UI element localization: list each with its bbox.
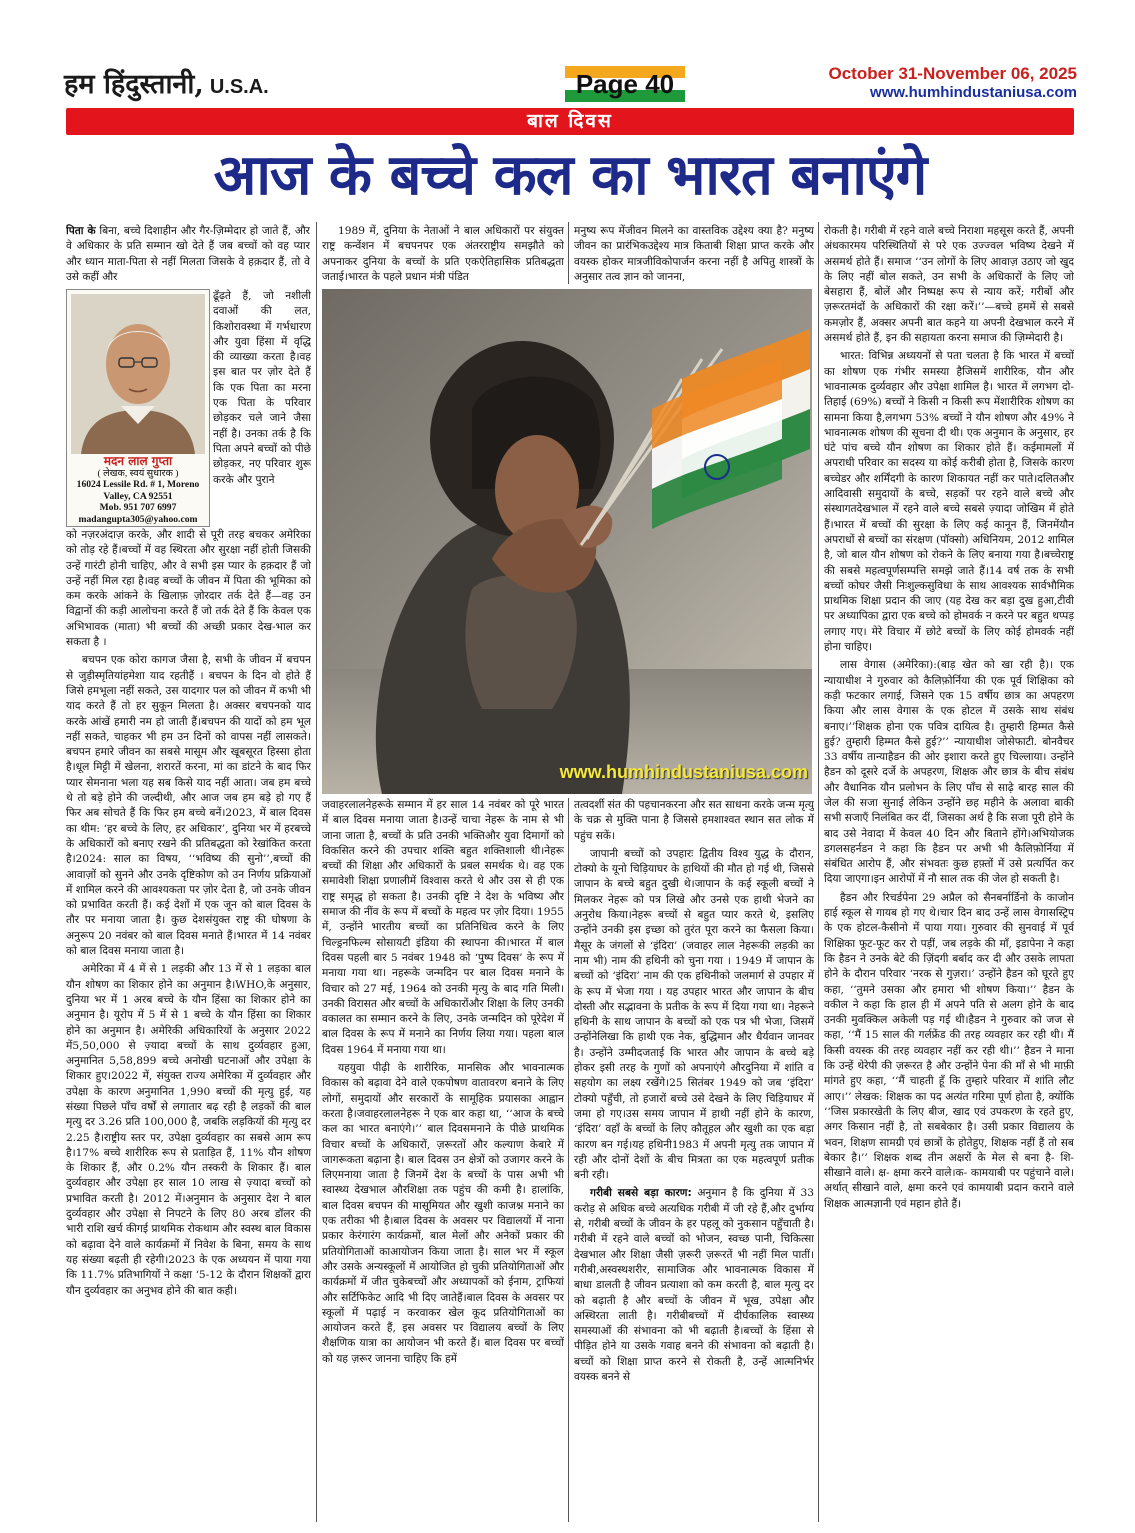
- paragraph-text: को नज़रअंदाज़ करके, और शादी से पूरी तरह बचकर अमेरिका को तोड़ रहे हैं।बच्चों में वह स्थिरता और सुरक्षा नहीं होती जिसकी उन्हें गारंटी होनी चाहिए, और वे सभी इस प्यार के हक़दार हैं जो उन्हें नहीं मिल रहा है।वह बच्चों के जीवन में पिता की भूमिका को कम करके आंकने के खिलाफ़ ज़ोरदार तर्क देते हैं—वह उन विद्वानों की कड़ी आलोचना करते हैं जो तर्क देते हैं कि केवल एक अभिभावक (माता) भी बच्चों की अच्छी प्रकार देख-भाल कर सकता है ।: [66, 529, 311, 649]
- article-col2: [322, 798, 564, 1524]
- photo-watermark: www.humhindustaniusa.com: [559, 762, 808, 782]
- article-col3: [574, 798, 814, 1524]
- paragraph-text: अमेरिका में 4 में से 1 लड़की और 13 में से 1 लड़का बाल यौन शोषण का शिकार होने का अनुमान है।WHO,के अनुसार, दुनिया भर में 1 अरब बच्चे के यौन हिंसा का शिकार होने का अनुमान है। यूरोप में 5 में से 1 बच्चे के यौन हिंसा का शिकार होने का अनुमान है। अमेरिकी अधिकारियों के अनुसार 2022 में5,50,000 से ज़्यादा बच्चों के साथ दुर्व्यवहार हुआ, अनुमानित 5,58,899 बच्चे अनोखी घटनाओं और उपेक्षा के शिकार हुए।2022 में, संयुक्त राज्य अमेरिका में दुर्व्यवहार और उपेक्षा के कारण अनुमानित 1,990 बच्चों की मृत्यु हुई, यह संख्या पिछले पाँच वर्षों से लगातार बढ़ रही है लड़कों की बाल मृत्यु दर 3.26 प्रति 100,000 है, जबकि लड़कियों की मृत्यु दर 2.25 है।राष्ट्रीय स्तर पर, उपेक्षा दुर्व्यवहार का सबसे आम रूप है।17% बच्चे शारीरिक रूप से प्रताड़ित हैं, 11% यौन शोषण के शिकार हैं, और 0.2% यौन तस्करी के शिकार हैं। बाल दुर्व्यवहार और उपेक्षा हर साल 10 लाख से ज़्यादा बच्चों को प्रभावित करती है। 2012 में।अनुमान के अनुसार देश ने बाल दुर्व्यवहार और उपेक्षा से निपटने के लिए 80 अरब डॉलर की भारी राशि खर्च कीगई प्राथमिक रोकथाम और स्वस्थ बाल विकास को बढ़ावा देने वाले कार्यक्रमों में निवेश के बिना, समय के साथ यह संख्या बढ़ती ही रहेगी।2023 के एक अध्ययन में पाया गया कि 11.7% प्रतिभागियों ने कक्षा ‘5-12 के दौरान शिक्षकों द्वारा यौन दुर्व्यवहार का अनुभव होने की बात कही।: [66, 963, 311, 1297]
- publication-logo: [64, 64, 269, 101]
- paragraph-text: बिना, बच्चे दिशाहीन और गैर-ज़िम्मेदार हो जाते हैं, और वे अधिकार के प्रति सम्मान खो देते हैं जब बच्चों को वह प्यार और ध्यान माता-पिता से नहीं मिलता जिसके वे हक़दार हैं, तो वे उसे कहीं और: [66, 225, 310, 283]
- paragraph-text: मनुष्य रूप मेंजीवन मिलने का वास्तविक उद्देश्य क्या है? मनुष्य जीवन का प्रारंभिकउद्देश्य मात्र किताबी शिक्षा प्राप्त करके और वयस्क होकर मात्रजीविकोपार्जन करना नहीं है अपितु शास्त्रों के अनुसार तत्व ज्ञान को जानना,: [574, 225, 814, 283]
- headline: आज के बच्चे कल का भारत बनाएंगे: [213, 143, 927, 208]
- paragraph-text: अनुमान है कि दुनिया में 33 करोड़ से अधिक बच्चे अत्यधिक गरीबी में जी रहे हैं,और दुर्भाग्य से, गरीबी बच्चों के जीवन के हर पहलू को नुकसान पहुँचाती है।गरीबी में रहने वाले बच्चों को भोजन, स्वच्छ पानी, चिकित्सा देखभाल और शिक्षा जैसी ज़रूरी ज़रूरतें भी नहीं मिल पातीं। गरीबी,अस्वस्थशरीर, सामाजिक और भावनात्मक विकास में बाधा डालती है जीवन प्रत्याशा को कम करती है, बाल मृत्यु दर को बढ़ाती है और बच्चों के जीवन में भूख, उपेक्षा और अस्थिरता लाती है। गरीबीबच्चों में दीर्घकालिक स्वास्थ्य समस्याओं की संभावना को भी बढ़ाती है।बच्चों के हिंसा से पीड़ित होने या उसके गवाह बनने की संभावना को बढ़ाती है।बच्चों को शिक्षा प्राप्त करने से रोकती है, उन्हें आत्मनिर्भर वयस्क बनने से: [574, 1187, 814, 1383]
- logo-usa: U.S.A.: [209, 76, 269, 98]
- paragraph-text: ढूँढ़ते हैं, जो नशीली दवाओं की लत, किशोरावस्था में गर्भधारण और युवा हिंसा में वृद्धि की व्याख्या करता है।वह इस बात पर ज़ोर देते हैं कि एक पिता का मरना एक पिता के परिवार छोड़कर चले जाने जैसा नहीं है। उनका तर्क है कि पिता अपने बच्चों को पीछे छोड़कर, नए परिवार शुरू करके और पुराने: [213, 290, 311, 486]
- author-phone: Mob. 951 707 6997: [99, 502, 177, 513]
- paragraph-text: जवाहरलालनेहरूके सम्मान में हर साल 14 नवंबर को पूरे भारत में बाल दिवस मनाया जाता है।उन्हें चाचा नेहरू के नाम से भी जाना जाता है, बच्चों के प्रति उनकी भक्तिऔर युवा दिमागों को विकसित करने की उपचार शक्ति बहुत शक्तिशाली थी।नेहरू बच्चों की शिक्षा और अधिकारों के प्रबल समर्थक थे। वह एक समावेशी शिक्षा प्रणालीमें विश्वास करते थे और उस से ही एक राष्ट्र समृद्ध हो सकता है। उनकी दृष्टि ने देश के भविष्य और समाज की नींव के रूप में बच्चों के महत्व पर ज़ोर दिया। 1955 में, उन्होंने भारतीय बच्चों का प्रतिनिधित्व करने के लिए चिल्ड्रनफिल्म सोसायटी इंडिया की स्थापना की।भारत में बाल दिवस पहली बार 5 नवंबर 1948 को ‘पुष्प दिवस’ के रूप में मनाया गया था। नहरूके जन्मदिन पर बाल दिवस मनाने के विचार को 27 मई, 1964 को उनकी मृत्यु के बाद गति मिली।उनकी विरासत और बच्चों के अधिकारोंऔर शिक्षा के लिए उनकी वकालत का सम्मान करने के लिए, उनके जन्मदिन को पूरेदेश में बाल दिवस के रूप में मनाने का निर्णय लिया गया। पहला बाल दिवस 1964 में मनाया गया था।: [322, 799, 564, 1056]
- column-divider: [818, 222, 819, 1522]
- issue-date: October 31-November 06, 2025: [828, 64, 1077, 83]
- website-link[interactable]: www.humhindustaniusa.com: [870, 84, 1077, 101]
- article-col1-top: [66, 224, 310, 288]
- child-with-flag-photo: [322, 289, 812, 794]
- author-portrait: [71, 294, 205, 454]
- paragraph-text: भारत: विभिन्न अध्ययनों से पता चलता है कि भारत में बच्चों का शोषण एक गंभीर समस्या हैजिसमें शारीरिक, यौन और भावनात्मक दुर्व्यवहार और उपेक्षा शामिल है। भारत में लगभग दो-तिहाई (69%) बच्चों ने किसी न किसी रूप मेंशारीरिक शोषण का सामना किया है,लगभग 53% बच्चों ने यौन शोषण और 49% ने भावनात्मक शोषण की सूचना दी थी। एक अनुमान के अनुसार, हर घंटे पांच बच्चे यौन शोषण का शिकार होते हैं। कईमामलों में अपराधी परिवार का सदस्य या कोई करीबी होता है, जिसके कारण बच्चेडर और शर्मिंदगी के कारण शिकायत नहीं कर पाते।दलितऔर आदिवासी समुदायों के बच्चे, सड़कों पर रहने वाले बच्चे और संस्थागतदेखभाल में रहने वाले बच्चे सबसे ज़्यादा जोखिम में होते हैं।भारत में बच्चों की सुरक्षा के लिए कई कानून हैं, जिनमेंयौन अपराधों से बच्चों का संरक्षण (पॉक्सो) अधिनियम, 2012 शामिल है, जो बाल यौन शोषण को रोकने के लिए बनाया गया है।बच्चेराष्ट्र की सबसे महत्वपूर्णसम्पत्ति समझे जाते हैं।14 वर्ष तक के सभी बच्चों कोघर जैसी निःशुल्कसुविधा के साथ आवश्यक सार्वभौमिक प्राथमिक शिक्षा प्रदान की जाए (यह देख कर बड़ा दुख हुआ,टीवी पर अध्यापिका द्वारा एक बच्चे को होमवर्क न करने पर बहुत थप्पड़ लगाए गए। मेरे विचार में छोटे बच्चों के लिए कोई होमवर्क नहीं होना चाहिए।: [824, 350, 1074, 654]
- column-divider: [316, 222, 317, 1522]
- subheading: गरीबी सबसे बड़ा कारण:: [590, 1187, 692, 1200]
- section-title: बाल दिवस: [527, 110, 613, 132]
- section-banner: [66, 108, 1074, 135]
- author-address-line1: 16024 Lessile Rd. # 1, Moreno: [76, 479, 200, 490]
- author-caption: [69, 456, 207, 525]
- article-col1: [66, 528, 311, 1524]
- paragraph-text: यहयुवा पीढ़ी के शारीरिक, मानसिक और भावनात्मक विकास को बढ़ावा देने वाले एकपोषण वातावरण बनाने के लिए लोगों, समुदायों और सरकारों के सामूहिक प्रयासका आह्वान करता है।जवाहरलालनेहरू ने एक बार कहा था, ‘‘आज के बच्चे कल का भारत बनाएंगे।’’ बाल दिवसमनाने के पीछे प्राथमिक विचार बच्चों के अधिकारों, ज़रूरतों और कल्याण केबारे में जागरूकता बढ़ाना है। बाल दिवस उन क्षेत्रों को उजागर करने के लिएमनाया जाता है जिनमें देश के बच्चों के पास अभी भी स्वास्थ्य देखभाल औरशिक्षा तक पहुंच की कमी है। हालांकि, बाल दिवस बचपन की मासूमियत और खुशी काजश्न मनाने का एक तरीका भी है।बाल दिवस के अवसर पर विद्यालयों में नाना प्रकार केरंगारंग कार्यक्रमों, बाल मेलों और अनेकों प्रकार की प्रतियोगिताओं काआयोजन किया जाता है। साल भर में स्कूल और उसके अन्यस्कूलों में आयोजित हो चुकी प्रतियोगिताओं और कार्यक्रमों में जीत चुकेबच्चों और अध्यापकों को ईनाम, ट्राफियां और सर्टिफिकेट आदि भी दिए जातेहैं।बाल दिवस के अवसर पर स्कूलों में पढ़ाई न करवाकर खेल कूद प्रतियोगिताओं का आयोजन करते हैं, इस अवसर पर विद्यालय बच्चों के लिए शैक्षणिक यात्रा का आयोजन भी करते हैं। बाल दिवस पर बच्चों को यह ज़रूर जानना चाहिए कि हमें: [322, 1062, 564, 1365]
- paragraph-text: 1989 में, दुनिया के नेताओं ने बाल अधिकारों पर संयुक्त राष्ट्र कन्वेंशन में बचपनपर एक अंतरराष्ट्रीय समझौते को अपनाकर दुनिया के बच्चों के प्रति एकऐतिहासिक प्रतिबद्धता जताई।भारत के पहले प्रधान मंत्री पंडित: [322, 225, 564, 283]
- column-divider: [568, 798, 569, 1522]
- article-col2-top: [322, 224, 564, 286]
- author-name: मदन लाल गुप्ता: [103, 454, 173, 468]
- paragraph-text: जापानी बच्चों को उपहारः द्वितीय विश्व युद्ध के दौरान, टोक्यो के यूनो चिड़ियाघर के हाथियों की मौत हो गई थी, जिससे जापान के बच्चे बहुत दुखी थे।जापान के कई स्कूली बच्चों ने मिलकर नेहरू को पत्र लिखे और उनसे एक हाथी भेजने का अनुरोध किया।नेहरू बच्चों से बहुत प्यार करते थे, इसलिए उन्होंने उनकी इस इच्छा को तुरंत पूरा करने का फैसला किया।मैसूर के जंगलों से ‘इंदिरा’ (जवाहर लाल नेहरूकी लड़की का नाम भी) नाम की हथिनी को चुना गया । 1949 में जापान के बच्चों को ‘इंदिरा’ नाम की एक हथिनीको जलमार्ग से उपहार में के रूप में भेजा गया । यह उपहार भारत और जापान के बीच दोस्ती और सद्भावना के प्रतीक के रूप में दिया गया था। नेहरूने हथिनी के साथ जापान के बच्चों को एक पत्र भी भेजा, जिसमें उन्होंनेलिखा कि हाथी एक नेक, बुद्धिमान और धैर्यवान जानवर है। उन्होंने उम्मीदजताई कि भारत और जापान के बच्चे बड़े होकर इसी तरह के गुणों को अपनाएंगे औरदुनिया में शांति व सहयोग का लक्ष्य रखेंगे।25 सितंबर 1949 को जब ‘इंदिरा’ टोक्यो पहुँची, तो हजारों बच्चे उसे देखने के लिए चिड़ियाघर में जमा हो गए।उस समय जापान में हाथी नहीं होने के कारण, ‘इंदिरा’ वहाँ के बच्चों के लिए कौतूहल और खुशी का एक बड़ा कारण बन गई।यह हथिनी1983 में अपनी मृत्यु तक जापान में रही और दोनों देशों के बीच मित्रता का एक महत्वपूर्ण प्रतीक बनी रही।: [574, 847, 814, 1182]
- page-number: Page 40: [575, 69, 675, 99]
- article-col3-top: [574, 224, 814, 286]
- author-address-line2: Valley, CA 92551: [103, 490, 173, 502]
- paragraph-text: बचपन एक कोरा कागज जैसा है, सभी के जीवन में बचपन से जुड़ीस्मृतियांहमेशा याद रहतीहैं । बचपन के दिन वो होते हैं जिसे हमभूला नहीं सकते, उस यादगार पल को जीवन में कभी भी याद करते हैं तो हर सुकून मिलता है। अक्सर बचपनको याद करके आंखें हमारी नम हो जाती हैं।बचपन की यादों को हम भूल नहीं सकते, चाहकर भी हम उन दिनों को वापस नहीं लासकते। बचपन हमारे जीवन का सबसे मासूम और खूबसूरत हिस्सा होता है।धूल मिट्टी में खेलना, शरारतें करना, मां का डांटने के बाद फिर प्यार सेमनाना भला यह सब किसे याद नहीं आता। जब हम बच्चे थे तो बड़े होने की जल्दीथी, और आज जब हम बड़े हो गए हैं फिर अब सोचते हैं कि फिर हम बच्चे बनें।2023, में बाल दिवस का थीम: ‘हर बच्चे के लिए, हर अधिकार’, दुनिया भर में हरबच्चे के अधिकारों को बनाए रखने की प्रतिबद्धता को रेखांकित करता है।2024: साल का विषय, ‘‘भविष्य की सुनो’’,बच्चों की आवाज़ों को सुनने और उनके दृष्टिकोण को उन निर्णय प्रक्रियाओं में शामिल करने की आवश्यकता पर ज़ोर देता है, जो उनके जीवन को प्रभावित करती हैं। कई देशों में एक जून को बाल दिवस के तौर पर मनाया जाता है। कुछ देशसंयुक्त राष्ट्र की घोषणा के अनुरूप 20 नवंबर को बाल दिवस मनाते हैं।भारत में 14 नवंबर को बाल दिवस मनाया जाता है।: [66, 654, 311, 958]
- author-role: ( लेखक, स्वयं सुधारक ): [97, 467, 179, 479]
- author-box: [66, 289, 210, 527]
- article-col1-beside: [213, 289, 311, 525]
- paragraph-text: लास वेगास (अमेरिका):(बाड़ खेत को खा रही है)। एक न्यायाधीश ने गुरुवार को कैलिफ़ोर्निया की एक पूर्व शिक्षिका को कड़ी फटकार लगाई, जिसने एक 15 वर्षीय छात्र का अपहरण किया और लास वेगास के एक होटल में उसके साथ संबंध बनाए।’’शिक्षक होना एक पवित्र दायित्व है। तुम्हारी हिम्मत कैसे हुई? तुम्हारी हिम्मत कैसे हुई?’’ न्यायाधीश जोसेफाटी. बोनवैचर 33 वर्षीय तान्याहैडन की ओर इशारा करते हुए चिल्लाया। उन्होंने हैडन को दूसरे दर्जे के अपहरण, शिक्षक और छात्र के बीच संबंध और वैधानिक यौन प्रलोभन के लिए पाँच से साढ़े बारह साल की जेल की सजा सुनाई लेकिन उन्होंने छह महीने के अलावा बाकी सभी सजाएँ निलंबित कर दीं, जिसका अर्थ है कि सजा पूरी होने के बाद उसे नेवादा में केवल 40 दिन और बिताने होंगे।अभियोजक डगलसहर्नडन ने कहा कि हैडन पर अभी भी कैलिफ़ोर्निया में संबंधित आरोप हैं, और संभवतः कुछ हफ़्तों में उसे प्रत्यर्पित कर दिया जाएगा।इन आरोपों में नौ साल तक की जेल हो सकती है।: [824, 659, 1074, 886]
- dateline: [828, 64, 1077, 101]
- lead-word: पिता के: [66, 225, 96, 237]
- author-email[interactable]: madangupta305@yahoo.com: [78, 513, 198, 525]
- column-divider: [568, 222, 569, 284]
- paragraph-text: हैडन और रिचर्डपेना 29 अप्रैल को सैनबर्नार्डिनो के काजोन हाई स्कूल से गायब हो गए थे।चार दिन बाद उन्हें लास वेगासस्ट्रिप के एक होटल-कैसीनो में पाया गया। गुरुवार की सुनवाई में पूर्व शिक्षिका फूट-फूट कर रो पड़ीं, जब लड़के की माँ, इडापेना ने कहा कि हैडन ने उनके बेटे की ज़िंदगी बर्बाद कर दी और उसके लापता होने के दौरान परिवार ‘नरक से गुज़रा।’ उन्होंने हैडन को घूरते हुए कहा, ‘‘तुमने उसका और हमारा भी शोषण किया।’’ हैडन के वकील ने कहा कि हाल ही में अपने पति से अलग होने के बाद उनकी मुवक्किल अकेली पड़ गई थी।हैडन ने गुरुवार को जज से कहा, ‘‘मैं 15 साल की गर्लफ्रेंड की तरह व्यवहार कर रही थी। मैं किसी वयस्क की तरह व्यवहार नहीं कर रही थी।’’ हैडन ने माना कि उन्हें थेरेपी की ज़रूरत है और उन्होंने पेना की माँ से भी माफ़ी मांगते हुए कहा, ‘‘मैं चाहती हूँ कि तुम्हारे परिवार में शांति लौट आए।’’ लेखक: शिक्षक का पद अत्यंत गरिमा पूर्ण होता है, क्योंकि ‘‘जिस प्रकारखेती के लिए बीज, खाद एवं उपकरण के रहते हुए, अगर किसान नहीं है, तो सबबेकार है। उसी प्रकार विद्यालय के भवन, शिक्षण सामग्री एवं छात्रों के होतेहुए, शिक्षक नहीं हैं तो सब बेकार है।’’ शिक्षक शब्द तीन अक्षरों के मेल से बना है- शि- सीखाने वाले। क्ष- क्षमा करने वाले।क- कामयाबी पर पहुंचाने वाले। अर्थात् सीखाने वाले, क्षमा करने एवं कामयाबी प्रदान कराने वाले शिक्षक आत्मज्ञानी एवं महान होते हैं।: [824, 891, 1074, 1210]
- masthead: [0, 0, 1135, 105]
- logo-hindi: हम हिंदुस्तानी,: [64, 69, 204, 100]
- article-col4: [824, 224, 1074, 1524]
- paragraph-text: रोकती है। गरीबी में रहने वाले बच्चे निराशा महसूस करते हैं, अपनी अंधकारमय परिस्थितियों से परे एक उज्ज्वल भविष्य देखने में असमर्थ होते हैं। समाज ‘‘उन लोगों के लिए आवाज़ उठाए जो खुद के लिए नहीं बोल सकते, उन सभी के अधिकारों के लिए जो बेसहारा हैं, बोलें और निष्पक्ष रूप से न्याय करें; गरीबों और ज़रूरतमंदों के अधिकारों की रक्षा करें।’’—बच्चे हममें से सबसे कमज़ोर हैं, अक्सर अपनी बात कहने या अपनी देखभाल करने में असमर्थ होते हैं, इन की सहायता करना समाज की ज़िम्मेदारी है।: [824, 225, 1074, 345]
- paragraph-text: तत्वदर्शी संत की पहचानकरना और सत साधना करके जन्म मृत्यु के चक्र से मुक्ति पाना है जिससे हमशाश्वत स्थान सत लोक में पहुंच सकें।: [574, 799, 814, 842]
